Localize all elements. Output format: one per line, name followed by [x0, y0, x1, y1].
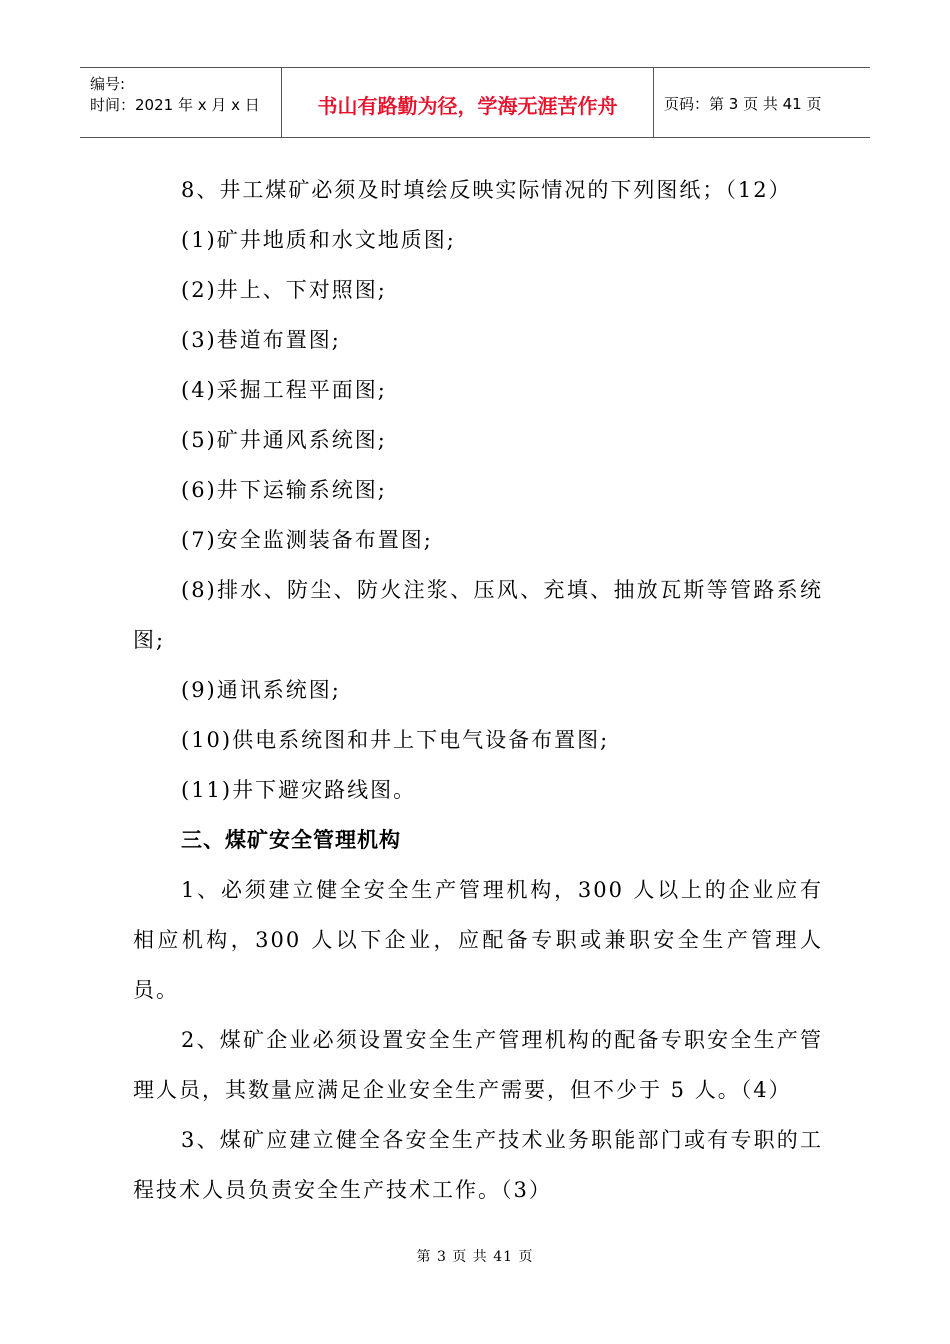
list-item: (8)排水、防尘、防火注浆、压风、充填、抽放瓦斯等管路系统图; [133, 578, 823, 652]
paragraph: 1、必须建立健全安全生产管理机构，300 人以上的企业应有相应机构，300 人以下企业，应配备专职或兼职安全生产管理人员。 [133, 878, 823, 1002]
list-item: (2)井上、下对照图; [181, 278, 387, 302]
list-item: (9)通讯系统图; [181, 678, 341, 702]
document-body [133, 165, 823, 1215]
list-item: (7)安全监测装备布置图; [181, 528, 433, 552]
page-header [80, 67, 870, 138]
paragraph: 3、煤矿应建立健全各安全生产技术业务职能部门或有专职的工程技术人员负责安全生产技术工作。（3） [133, 1128, 823, 1202]
number-label: 编号: [90, 75, 126, 93]
header-page-info: 页码：第 3 页 共 41 页 [664, 95, 822, 113]
list-item: (5)矿井通风系统图; [181, 428, 387, 452]
header-meta [80, 68, 282, 137]
section-heading: 三、煤矿安全管理机构 [181, 828, 401, 852]
list-item: (10)供电系统图和井上下电气设备布置图; [181, 728, 610, 752]
item-8: 8、井工煤矿必须及时填绘反映实际情况的下列图纸；（12） [181, 178, 792, 202]
list-item: (3)巷道布置图; [181, 328, 341, 352]
paragraph: 2、煤矿企业必须设置安全生产管理机构的配备专职安全生产管理人员，其数量应满足企业安全生产需要，但不少于 5 人。（4） [133, 1028, 823, 1102]
list-item: (4)采掘工程平面图; [181, 378, 387, 402]
list-item: (11)井下避灾路线图。 [181, 778, 417, 802]
time-label: 时间：2021 年 x 月 x 日 [90, 96, 260, 114]
list-item: (1)矿井地质和水文地质图; [181, 228, 456, 252]
list-item: (6)井下运输系统图; [181, 478, 387, 502]
page-footer: 第 3 页 共 41 页 [416, 1249, 534, 1265]
header-motto: 书山有路勤为径，学海无涯苦作舟 [282, 68, 654, 137]
